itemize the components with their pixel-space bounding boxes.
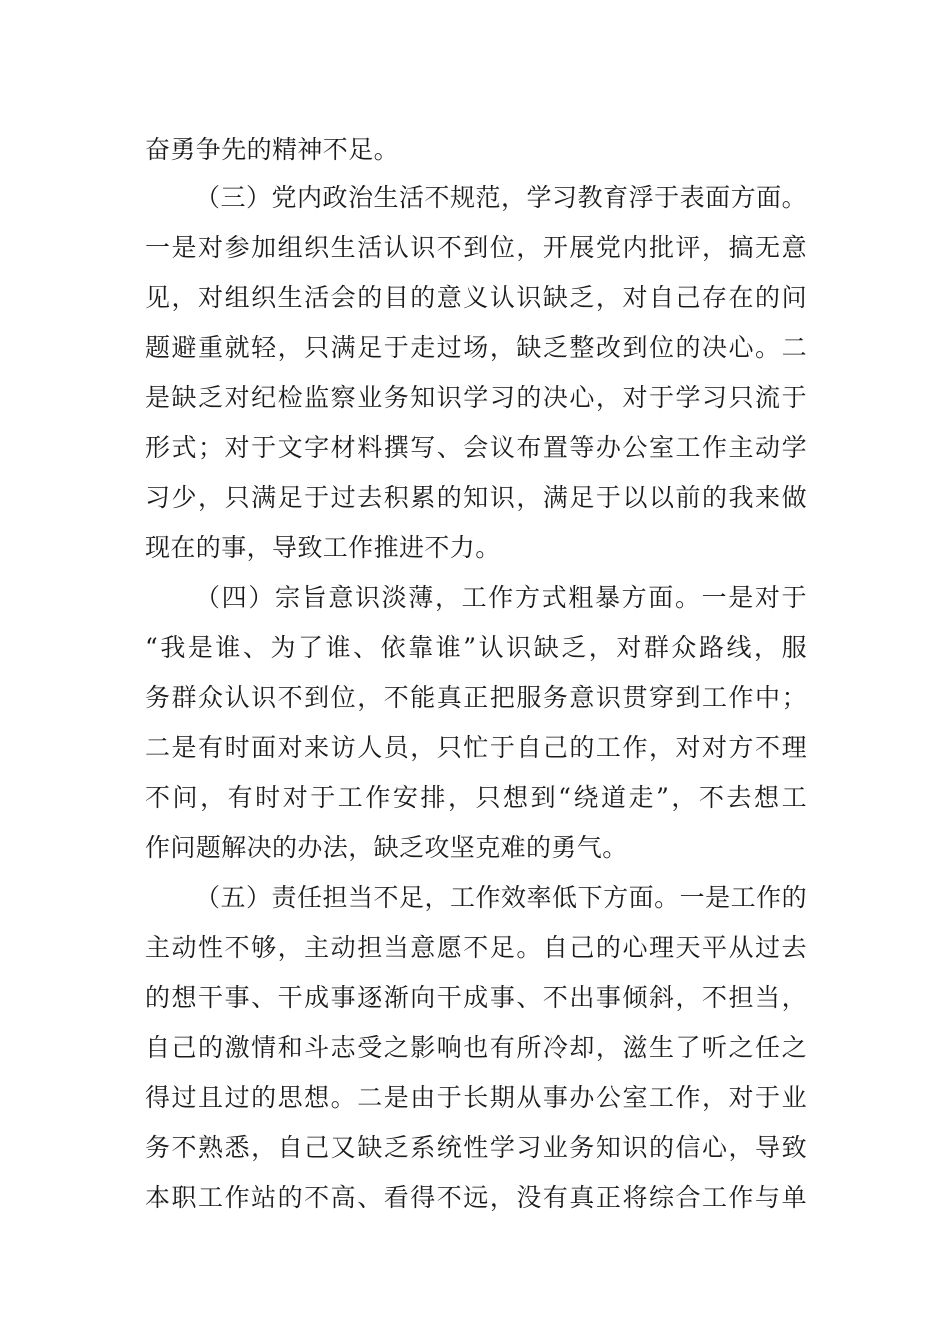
text-line: 的想干事、干成事逐渐向干成事、不出事倾斜，不担当，	[145, 983, 807, 1012]
text-line: 务不熟悉，自己又缺乏系统性学习业务知识的信心，导致	[145, 1133, 807, 1162]
text-line: 习少，只满足于过去积累的知识，满足于以以前的我来做	[145, 483, 807, 512]
text-line: 得过且过的思想。二是由于长期从事办公室工作，对于业	[145, 1083, 807, 1112]
text-line: 不问，有时对于工作安排，只想到“绕道走”，不去想工	[145, 783, 807, 812]
text-line: 作问题解决的办法，缺乏攻坚克难的勇气。	[145, 833, 628, 862]
text-line: 是缺乏对纪检监察业务知识学习的决心，对于学习只流于	[145, 383, 807, 412]
text-line: 题避重就轻，只满足于走过场，缺乏整改到位的决心。二	[145, 333, 807, 362]
text-line: 现在的事，导致工作推进不力。	[145, 533, 501, 562]
text-line: 本职工作站的不高、看得不远，没有真正将综合工作与单	[145, 1183, 807, 1212]
section-heading-line: （四）宗旨意识淡薄，工作方式粗暴方面。一是对于	[195, 583, 807, 612]
text-line: “我是谁、为了谁、依靠谁”认识缺乏，对群众路线，服	[145, 633, 807, 662]
text-line: 见，对组织生活会的目的意义认识缺乏，对自己存在的问	[145, 283, 807, 312]
section-heading-line: （三）党内政治生活不规范，学习教育浮于表面方面。	[195, 183, 807, 212]
text-line: 自己的激情和斗志受之影响也有所冷却，滋生了听之任之	[145, 1033, 807, 1062]
text-line: 形式；对于文字材料撰写、会议布置等办公室工作主动学	[145, 433, 807, 462]
text-line: 务群众认识不到位，不能真正把服务意识贯穿到工作中；	[145, 683, 807, 712]
text-line: 主动性不够，主动担当意愿不足。自己的心理天平从过去	[145, 933, 807, 962]
text-line: 一是对参加组织生活认识不到位，开展党内批评，搞无意	[145, 233, 807, 262]
text-line: 奋勇争先的精神不足。	[145, 135, 400, 164]
section-heading-line: （五）责任担当不足，工作效率低下方面。一是工作的	[195, 883, 807, 912]
text-line: 二是有时面对来访人员，只忙于自己的工作，对对方不理	[145, 733, 807, 762]
